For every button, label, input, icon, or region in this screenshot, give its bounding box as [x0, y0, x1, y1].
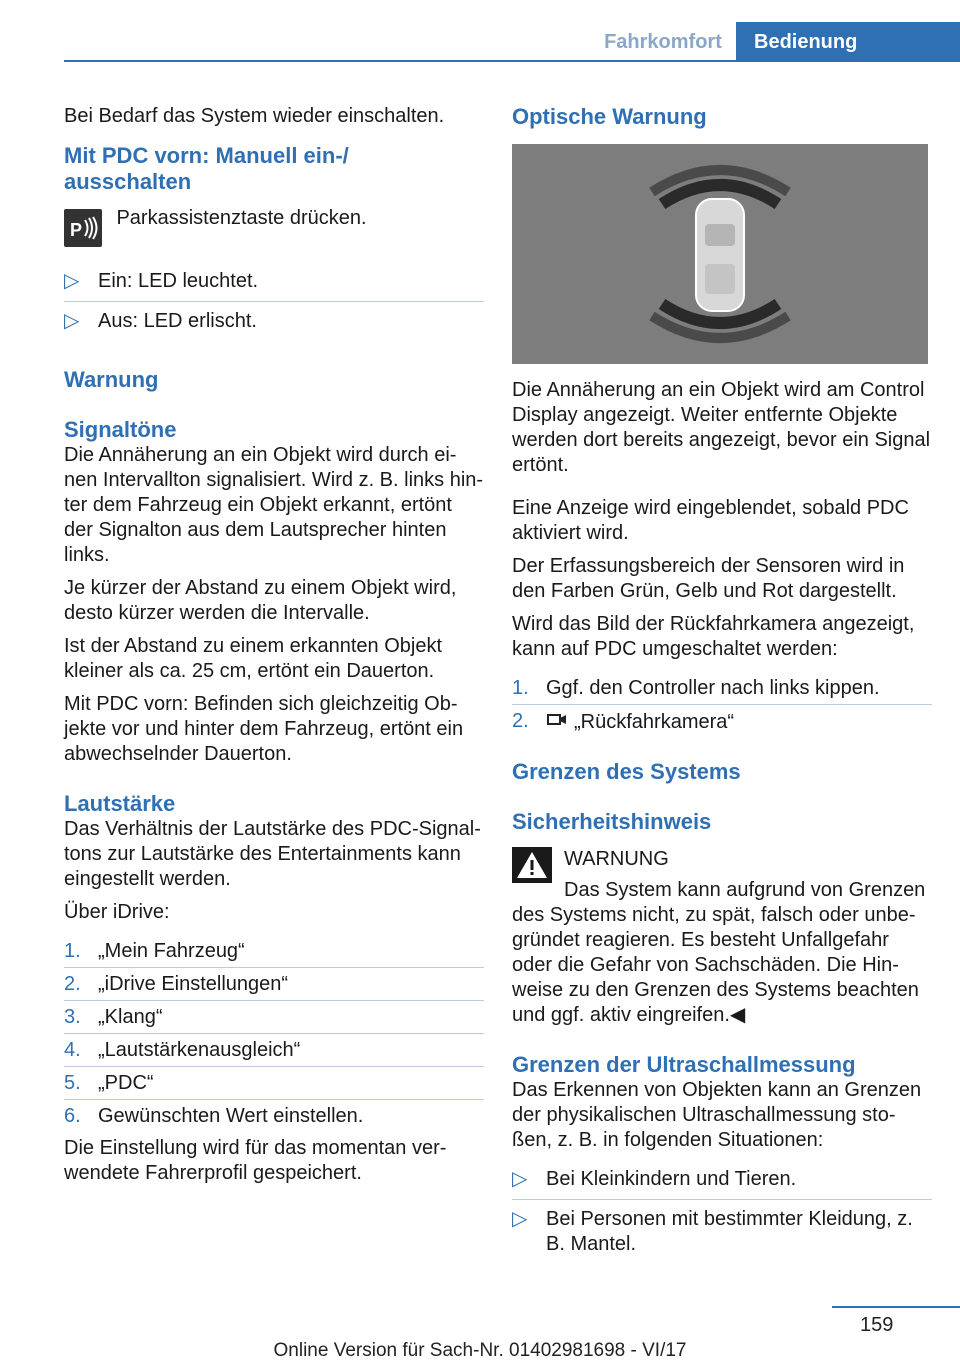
triangle-right-icon: ▷ — [512, 1208, 528, 1230]
signal-text-1: Die Annäherung an ein Objekt wird durch ei-nen Intervallton signalisiert. Wird z. B. links hin-ter dem Fahrzeug ein Objekt erkannt, ertönt der Signalton aus dem Lautsprecher hinten links. — [64, 444, 484, 566]
triangle-right-icon: ▷ — [512, 1168, 528, 1190]
camera-steps-list — [512, 676, 932, 739]
profile-text: Die Einstellung wird für das momentan ver-wendete Fahrerprofil gespeichert. — [64, 1137, 447, 1184]
signal-text-4: Mit PDC vorn: Befinden sich gleichzeitig Ob-jekte vor und hinter dem Fahrzeug, ertönt ein abwechselnder Dauerton. — [64, 693, 464, 765]
signal-text-3: Ist der Abstand zu einem erkannten Objekt kleiner als ca. 25 cm, ertönt ein Dauerton. — [64, 635, 442, 682]
heading-lautstaerke: Lautstärke — [64, 791, 176, 816]
right-column — [512, 100, 932, 1271]
header-tab-bedienung: Bedienung — [736, 22, 960, 60]
online-version-note: Online Version für Sach-Nr. 01402981698 - VI/17 — [273, 1340, 687, 1361]
header-rule — [64, 60, 960, 62]
pdc-display-illustration — [512, 144, 928, 364]
heading-optische-warnung: Optische Warnung — [512, 104, 707, 129]
button-instruction — [64, 209, 484, 249]
warning-title: WARNUNG — [564, 848, 669, 870]
optical-text-3: Der Erfassungsbereich der Sensoren wird in den Farben Grün, Gelb und Rot dargestellt. — [512, 555, 905, 602]
idrive-label: Über iDrive: — [64, 901, 170, 923]
heading-grenzen-systems: Grenzen des Systems — [512, 759, 741, 784]
parking-assist-button-icon — [64, 209, 102, 247]
triangle-right-icon: ▷ — [64, 310, 80, 332]
idrive-steps-list — [64, 939, 484, 1132]
signal-text-2: Je kürzer der Abstand zu einem Objekt wird, desto kürzer werden die Intervalle. — [64, 577, 457, 624]
header-tab-fahrkomfort: Fahrkomfort — [604, 31, 722, 53]
heading-pdc-vorn: Mit PDC vorn: Manuell ein-/ ausschalten — [64, 143, 349, 194]
svg-text:P: P — [70, 220, 83, 240]
heading-signaltoene: Signaltöne — [64, 417, 177, 442]
list-item: 4. „Lautstärkenausgleich“ — [64, 1038, 484, 1067]
warning-block — [512, 847, 932, 1028]
list-item: 2. „Rückfahrkamera“ — [512, 709, 932, 739]
left-column — [64, 100, 484, 1186]
optical-text-1: Die Annäherung an ein Objekt wird am Control Display angezeigt. Weiter entfernte Objekte werden dort bereits angezeigt, bevor ein Signal ertönt. — [512, 379, 931, 476]
list-item: 6. Gewünschten Wert einstellen. — [64, 1105, 364, 1127]
list-item: ▷ Bei Personen mit bestimmter Kleidung, z. B. Mantel. — [512, 1208, 913, 1255]
list-item: 1. Ggf. den Controller nach links kippen. — [512, 676, 932, 705]
button-instruction-text: Parkassistenztaste drücken. — [116, 207, 367, 229]
optical-text-2: Eine Anzeige wird eingeblendet, sobald PDC aktiviert wird. — [512, 497, 909, 544]
volume-text: Das Verhältnis der Lautstärke des PDC-Signal-tons zur Lautstärke des Entertainments kann eingestellt werden. — [64, 818, 481, 890]
list-item: ▷ Bei Kleinkindern und Tieren. — [512, 1167, 932, 1200]
list-item: 1. „Mein Fahrzeug“ — [64, 939, 484, 968]
warning-triangle-icon — [512, 847, 552, 883]
list-item: 2. „iDrive Einstellungen“ — [64, 972, 484, 1001]
optical-text-4: Wird das Bild der Rückfahrkamera angezeigt, kann auf PDC umgeschaltet werden: — [512, 613, 915, 660]
footer-rule — [832, 1306, 960, 1308]
led-status-list — [64, 269, 484, 341]
page-number: 159 — [860, 1314, 894, 1336]
list-item: ▷ Ein: LED leuchtet. — [64, 269, 484, 302]
heading-sicherheitshinweis: Sicherheitshinweis — [512, 809, 712, 834]
camera-icon — [546, 709, 574, 736]
list-item: 5. „PDC“ — [64, 1071, 484, 1100]
list-item: ▷ Aus: LED erlischt. — [64, 310, 257, 332]
heading-ultraschall: Grenzen der Ultraschallmessung — [512, 1052, 856, 1077]
heading-warnung: Warnung — [64, 367, 159, 392]
ultrasonic-limits-list — [512, 1167, 932, 1264]
list-item: 3. „Klang“ — [64, 1005, 484, 1034]
warning-text: Das System kann aufgrund von Grenzen des Systems nicht, zu spät, falsch oder unbe-gründet reagieren. Es besteht Unfallgefahr oder die Gefahr von Sachschäden. Die Hin-weise zu den Grenzen des Systems beachten und ggf. aktiv eingreifen.◀ — [512, 879, 926, 1026]
intro-text: Bei Bedarf das System wieder einschalten. — [64, 105, 445, 127]
ultrasonic-text: Das Erkennen von Objekten kann an Grenzen der physikalischen Ultraschallmessung sto-ßen, z. B. in folgenden Situationen: — [512, 1079, 922, 1151]
triangle-right-icon: ▷ — [64, 270, 80, 292]
